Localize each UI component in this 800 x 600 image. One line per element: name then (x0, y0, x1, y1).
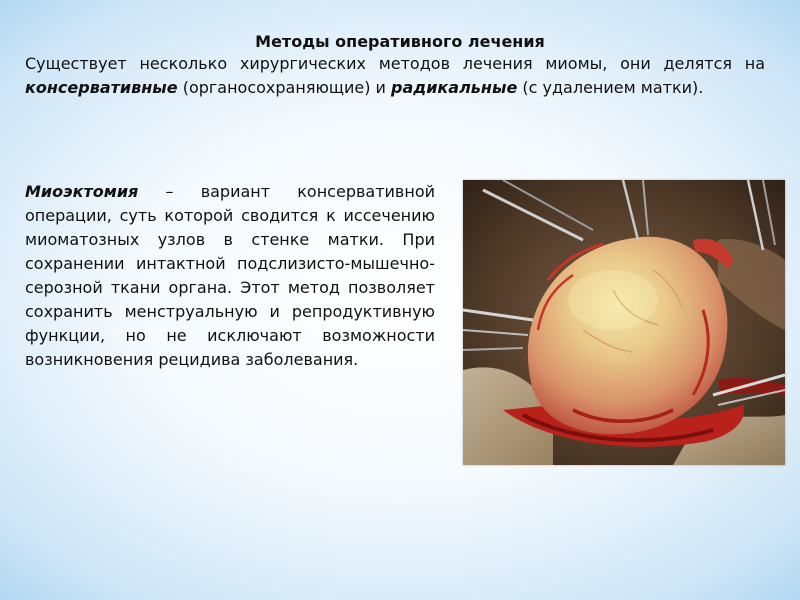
radical-term: радикальные (391, 78, 518, 97)
conservative-term: консервативные (25, 78, 178, 97)
myomectomy-description: – вариант консервативной операции, суть которой сводится к иссечению миоматозных узлов в стенке матки. При сохранении интактной подслизисто-мышечно-серозной ткани органа. Этот метод позволяет сохранить менструальную и репродуктивную функции, но не исключают возможности возникновения рецидива заболевания. (25, 182, 435, 369)
intro-text-2: (органосохраняющие) и (177, 78, 392, 97)
surgery-photo-illustration (463, 180, 785, 465)
intro-paragraph (25, 52, 765, 100)
intro-text-3: (с удалением матки). (517, 78, 704, 97)
intro-text-1: Существует несколько хирургических методов лечения миомы, они делятся на (25, 54, 765, 73)
slide-title: Методы оперативного лечения (255, 32, 545, 51)
myomectomy-paragraph (25, 180, 435, 372)
surgery-photo (463, 180, 785, 465)
myomectomy-term: Миоэктомия (25, 182, 139, 201)
